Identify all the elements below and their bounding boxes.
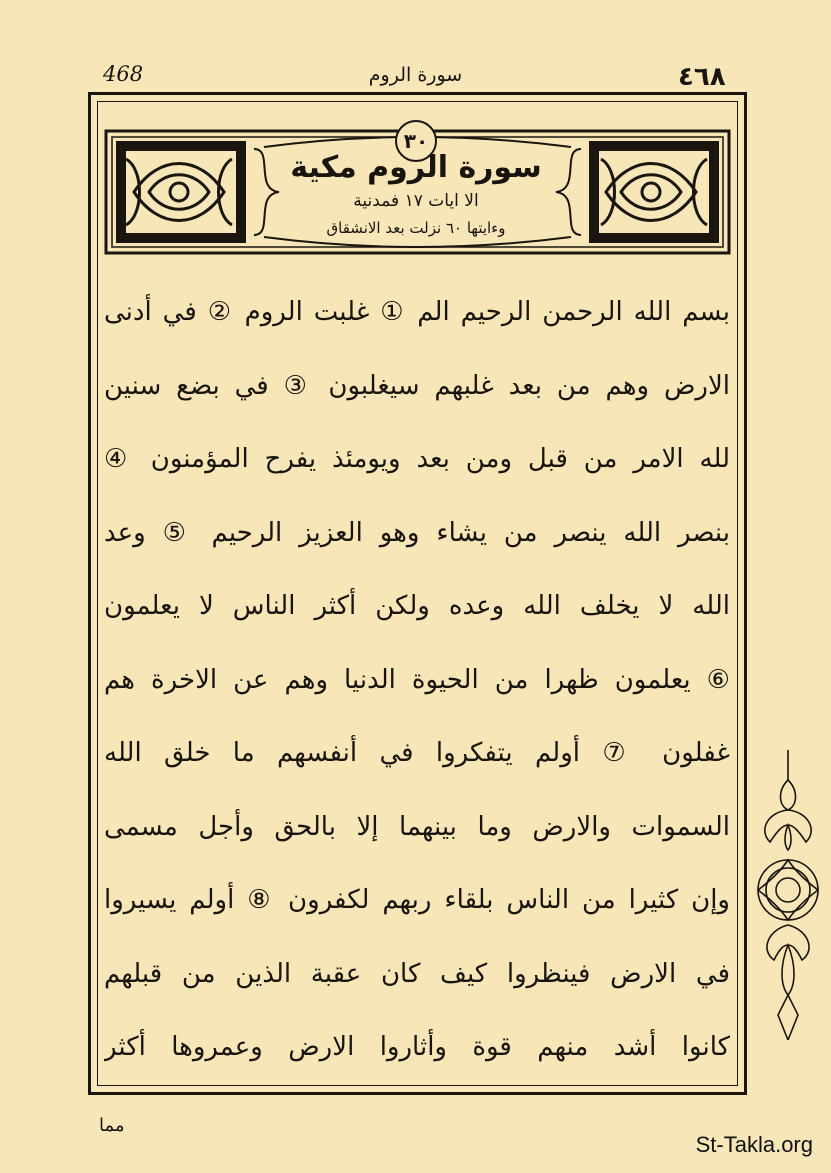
verse-line: بنصر الله ينصر من يشاء وهو العزيز الرحيم ⑤ وعد bbox=[104, 517, 730, 548]
verse-line: السموات والارض وما بينهما إلا بالحق وأجل مسمى bbox=[104, 811, 730, 842]
surah-note: وءايتها ٦٠ نزلت بعد الانشقاق bbox=[326, 219, 506, 237]
surah-title: سورة الروم مكية bbox=[290, 150, 542, 185]
verse-line: غفلون ⑦ أولم يتفكروا في أنفسهم ما خلق الله bbox=[104, 738, 730, 768]
page-number-arabic: ٤٦٨ bbox=[678, 62, 726, 92]
surah-number-medallion: ٣٠ bbox=[395, 120, 437, 162]
verse-line: كانوا أشد منهم قوة وأثاروا الارض وعمروها أكثر bbox=[104, 1032, 730, 1062]
verse-line: وإن كثيرا من الناس بلقاء ربهم لكفرون ⑧ أولم يسيروا bbox=[104, 885, 730, 915]
verse-line: الارض وهم من بعد غلبهم سيغلبون ③ في بضع سنين bbox=[104, 370, 730, 401]
verse-line: الله لا يخلف الله وعده ولكن أكثر الناس لا يعلمون bbox=[104, 591, 730, 621]
verse-text-block bbox=[104, 276, 730, 1085]
surah-meta: الا ايات ١٧ فمدنية bbox=[353, 191, 479, 211]
verse-line: في الارض فينظروا كيف كان عقبة الذين من قبلهم bbox=[104, 958, 730, 989]
page-number-latin: 468 bbox=[103, 62, 144, 86]
verse-line: بسم الله الرحمن الرحيم الم ① غلبت الروم ② في أدنى bbox=[104, 297, 730, 327]
watermark: St-Takla.org bbox=[695, 1132, 813, 1157]
rosette-icon bbox=[748, 750, 828, 1040]
catchword: مما bbox=[99, 1115, 125, 1136]
marginal-rosette-ornament bbox=[748, 750, 828, 1040]
running-title: سورة الروم bbox=[368, 64, 463, 86]
verse-line: لله الامر من قبل ومن بعد ويومئذ يفرح المؤمنون ④ bbox=[104, 444, 730, 474]
verse-line: ⑥ يعلمون ظهرا من الحيوة الدنيا وهم عن الاخرة هم bbox=[104, 664, 730, 695]
